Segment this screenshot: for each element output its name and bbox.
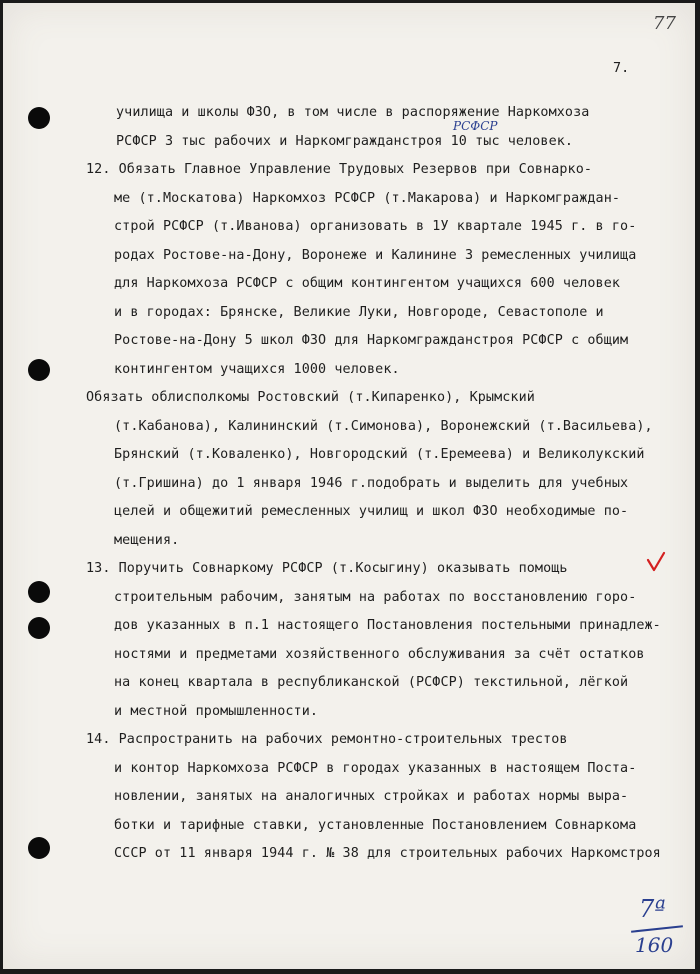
text-line: Брянский (т.Коваленко), Новгородский (т.Еремеева) и Великолукский (114, 447, 645, 462)
text-line: контингентом учащихся 1000 человек. (114, 361, 400, 377)
punch-hole (28, 107, 50, 129)
punch-hole (28, 617, 50, 639)
punch-hole (28, 359, 50, 381)
text-line: мещения. (114, 532, 180, 548)
text-line: (т.Гришина) до 1 января 1946 г.подобрать и выделить для учебных (114, 475, 629, 491)
text-line: училища и школы ФЗО, в том числе в распоряжение Наркомхоза (116, 105, 590, 120)
text-line: ностями и предметами хозяйственного обслуживания за счёт остатков (114, 646, 645, 662)
handwritten-annotation: РСФСР (453, 119, 498, 133)
checkmark-icon (645, 551, 667, 573)
punch-hole (28, 581, 50, 603)
text-line: 13. Поручить Совнаркому РСФСР (т.Косыгину) оказывать помощь (86, 561, 568, 576)
folio-divider (631, 925, 683, 932)
page-number: 7. (613, 61, 630, 76)
typed-body (86, 99, 695, 869)
text-line: на конец квартала в республиканской (РСФСР) текстильной, лёгкой (114, 675, 629, 690)
text-line: строй РСФСР (т.Иванова) организовать в 1У квартале 1945 г. в го- (114, 219, 637, 234)
document-page (3, 3, 695, 969)
folio-number-top: 7ª (639, 895, 666, 923)
text-line: РСФСР 3 тыс рабочих и Наркомгражданстроя 10 тыс человек. (116, 133, 574, 149)
text-line: СССР от 11 января 1944 г. № 38 для строительных рабочих Наркомстроя (114, 846, 661, 861)
archive-sheet-number: 77 (653, 13, 676, 34)
text-line: родах Ростове-на-Дону, Воронеже и Калинине 3 ремесленных училища (114, 247, 637, 263)
text-line: и местной промышленности. (114, 703, 319, 719)
text-line: и в городах: Брянске, Великие Луки, Новгороде, Севастополе и (114, 304, 604, 320)
text-line: для Наркомхоза РСФСР с общим контингентом учащихся 600 человек (114, 276, 621, 291)
text-line: целей и общежитий ремесленных училищ и школ ФЗО необходимые по- (114, 504, 629, 519)
text-line: ботки и тарифные ставки, установленные Постановлением Совнаркома (114, 817, 637, 833)
text-line: 12. Обязать Главное Управление Трудовых Резервов при Совнарко- (86, 162, 593, 177)
text-line: дов указанных в п.1 настоящего Постановления постельными принадлеж- (114, 618, 661, 633)
text-line: Ростове-на-Дону 5 школ ФЗО для Наркомгражданстроя РСФСР с общим (114, 333, 629, 348)
text-line: новлении, занятых на аналогичных стройках и работах нормы выра- (114, 789, 629, 804)
text-line: ме (т.Москатова) Наркомхоз РСФСР (т.Макарова) и Наркомграждан- (114, 190, 621, 206)
folio-number-bottom: 160 (635, 933, 674, 957)
text-line: и контор Наркомхоза РСФСР в городах указанных в настоящем Поста- (114, 760, 637, 776)
text-line: строительным рабочим, занятым на работах по восстановлению горо- (114, 589, 637, 605)
punch-hole (28, 837, 50, 859)
text-line: 14. Распространить на рабочих ремонтно-строительных трестов (86, 732, 568, 747)
text-line: Обязать облисполкомы Ростовский (т.Кипаренко), Крымский (86, 390, 535, 405)
text-line: (т.Кабанова), Калининский (т.Симонова), Воронежский (т.Васильева), (114, 418, 653, 434)
